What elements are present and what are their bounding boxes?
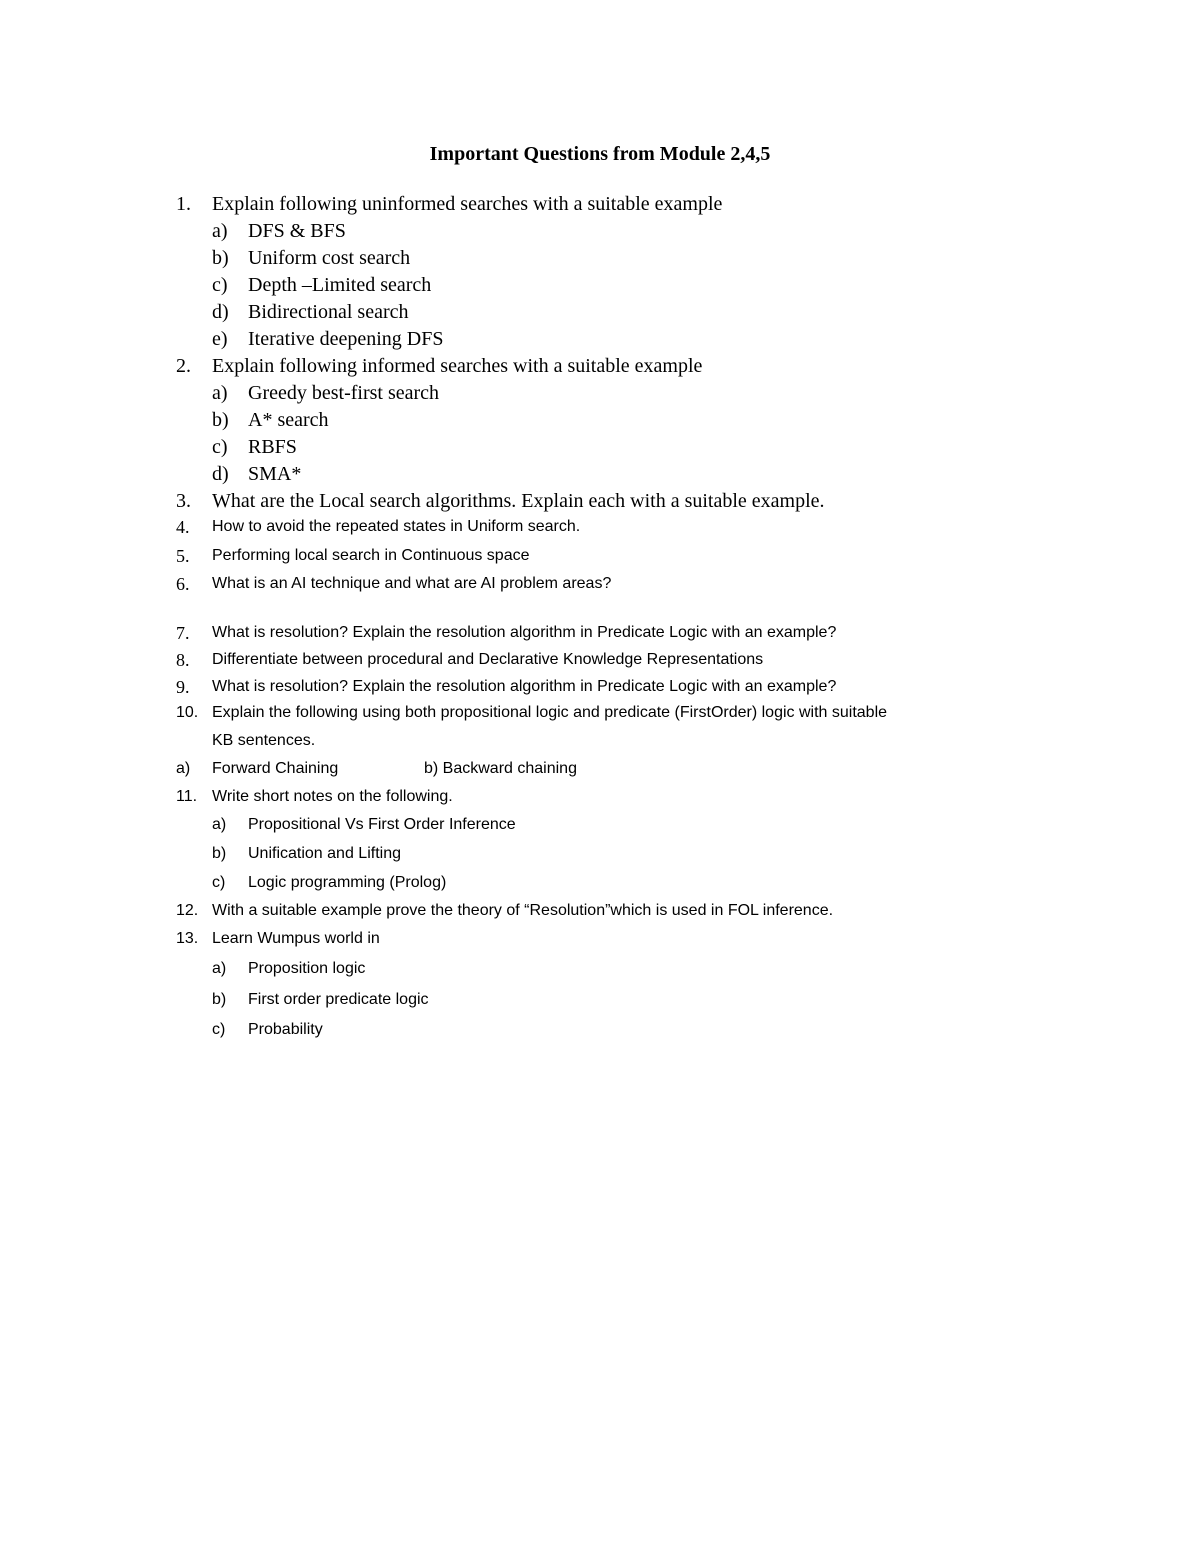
question-number: 3. [176, 490, 191, 512]
question-number: 2. [176, 355, 191, 377]
sub-item-text: Propositional Vs First Order Inference [248, 816, 516, 833]
question-number: 9. [176, 677, 190, 697]
sub-item-text: Bidirectional search [248, 301, 409, 323]
question-text: Write short notes on the following. [212, 788, 453, 805]
question-text: With a suitable example prove the theory of “Resolution”which is used in FOL inference. [212, 902, 834, 919]
sub-item-text: Forward Chaining [212, 760, 339, 777]
question-text: What are the Local search algorithms. Explain each with a suitable example. [212, 490, 825, 512]
sub-item-label: c) [212, 436, 228, 458]
sub-item-text: SMA* [248, 463, 302, 485]
sub-item-text: Iterative deepening DFS [248, 328, 444, 350]
sub-item-label: e) [212, 328, 228, 350]
sub-item-label: d) [212, 301, 229, 323]
question-text: Explain the following using both propositional logic and predicate (FirstOrder) logic with suitable [212, 704, 888, 721]
sub-item-label: b) [212, 991, 227, 1008]
question-text: Explain following uninformed searches with a suitable example [212, 193, 723, 215]
sub-item-text: Depth –Limited search [248, 274, 432, 296]
question-number: 5. [176, 546, 190, 566]
question-text: Explain following informed searches with a suitable example [212, 355, 703, 377]
question-number: 1. [176, 193, 191, 215]
sub-item-label: a) [176, 760, 191, 777]
question-number: 10. [176, 704, 199, 721]
question-text: Learn Wumpus world in [212, 930, 380, 947]
sub-item-label: c) [212, 274, 228, 296]
sub-item-text: Probability [248, 1021, 323, 1038]
sub-item-label: a) [212, 816, 227, 833]
question-number: 4. [176, 517, 190, 537]
question-text: What is an AI technique and what are AI problem areas? [212, 575, 612, 592]
question-text: What is resolution? Explain the resolution algorithm in Predicate Logic with an example? [212, 678, 837, 695]
question-text: Performing local search in Continuous space [212, 547, 530, 564]
question-text: How to avoid the repeated states in Uniform search. [212, 518, 581, 535]
sub-item-text: RBFS [248, 436, 297, 458]
sub-item-text: Proposition logic [248, 960, 366, 977]
question-text: Differentiate between procedural and Declarative Knowledge Representations [212, 651, 764, 668]
question-text: What is resolution? Explain the resolution algorithm in Predicate Logic with an example? [212, 624, 837, 641]
sub-item-text: Greedy best-first search [248, 382, 440, 404]
sub-item-text: Uniform cost search [248, 247, 411, 269]
sub-item-text: b) Backward chaining [424, 760, 577, 777]
question-number: 12. [176, 902, 199, 919]
question-number: 7. [176, 623, 190, 643]
sub-item-label: b) [212, 409, 229, 431]
sub-item-label: b) [212, 845, 227, 862]
sub-item-label: a) [212, 220, 228, 242]
document-title: Important Questions from Module 2,4,5 [429, 143, 771, 165]
sub-item-label: a) [212, 382, 228, 404]
sub-item-text: DFS & BFS [248, 220, 346, 242]
sub-item-text: First order predicate logic [248, 991, 429, 1008]
sub-item-text: Logic programming (Prolog) [248, 874, 447, 891]
sub-item-text: Unification and Lifting [248, 845, 401, 862]
sub-item-text: A* search [248, 409, 329, 431]
question-number: 13. [176, 930, 199, 947]
question-number: 11. [176, 788, 198, 805]
sub-item-label: c) [212, 874, 226, 891]
question-number: 8. [176, 650, 190, 670]
sub-item-label: b) [212, 247, 229, 269]
sub-item-label: d) [212, 463, 229, 485]
sub-item-label: c) [212, 1021, 226, 1038]
question-number: 6. [176, 574, 190, 594]
question-text-continuation: KB sentences. [212, 732, 316, 749]
sub-item-label: a) [212, 960, 227, 977]
